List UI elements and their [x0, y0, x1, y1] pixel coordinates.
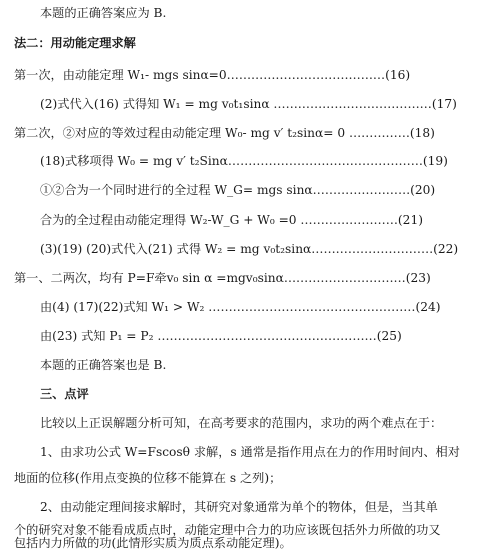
paragraph-line-4: 2、由动能定理间接求解时，其研究对象通常为单个的物体，但是，当其单 [40, 500, 438, 514]
equation-line-19: (18)式移项得 W₀ = mg v′ t₂Sinα…………………………………………(19) [40, 154, 448, 168]
paragraph-line-1: 比较以上正误解题分析可知，在高考要求的范围内，求功的两个难点在于： [40, 416, 443, 430]
equation-line-23: 第一、二两次，均有 P=F牵v₀ sin α =mgv₀sinα…………………………(23) [14, 271, 431, 285]
equation-line-25: 由(23) 式知 P₁ = P₂ ………………………………………………(25) [40, 329, 402, 343]
line-1: 本题的正确答案应为 B. [40, 6, 167, 20]
section-heading-commentary: 三、点评 [40, 387, 89, 401]
paragraph-line-5: 个的研究对象不能看成质点时，动能定理中合力的功应该既包括外力所做的功又 [14, 523, 441, 537]
paragraph-line-3: 地面的位移(作用点变换的位移不能算在 s 之列)； [14, 471, 282, 485]
paragraph-line-6: 包括内力所做的功(此情形实质为质点系动能定理)。 [14, 536, 292, 550]
equation-line-18: 第二次，②对应的等效过程由动能定理 W₀- mg v′ t₂sinα= 0 ……………(18) [14, 126, 435, 140]
equation-line-24: 由(4) (17)(22)式知 W₁ > W₂ ……………………………………………(24) [40, 300, 441, 314]
equation-line-17: (2)式代入(16) 式得知 W₁ = mg v₀t₁sinα …………………………………(17) [40, 97, 457, 111]
equation-line-20: ①②合为一个同时进行的全过程 W_G= mgs sinα……………………(20) [40, 183, 436, 197]
line-answer-b: 本题的正确答案也是 B. [40, 358, 167, 372]
paragraph-line-2: 1、由求功公式 W=Fscosθ 求解，s 通常是指作用点在力的作用时间内、相对 [40, 445, 460, 459]
section-heading-method-2: 法二：用动能定理求解 [14, 36, 136, 50]
equation-line-21: 合为的全过程由动能定理得 W₂-W_G + W₀ =0 ……………………(21) [40, 213, 423, 227]
equation-line-22: (3)(19) (20)式代入(21) 式得 W₂ = mg v₀t₂sinα…………………………(22) [40, 242, 459, 256]
equation-line-16: 第一次，由动能定理 W₁- mgs sinα=0…………………………………(16) [14, 68, 411, 82]
